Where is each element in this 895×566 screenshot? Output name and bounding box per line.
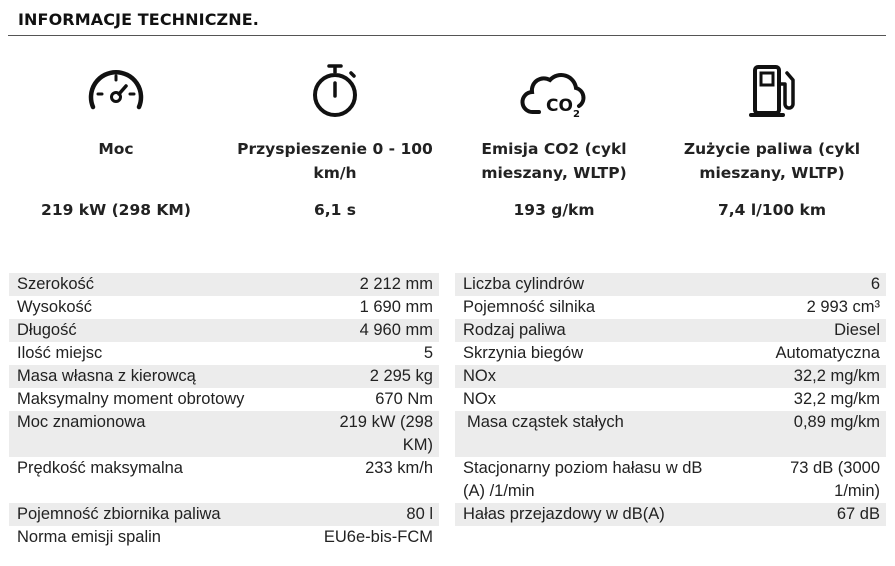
spec-value: 4 960 mm xyxy=(359,321,433,339)
table-row xyxy=(455,319,886,342)
stopwatch-icon xyxy=(300,60,370,120)
stat-co2-label: Emisja CO2 (cykl mieszany, WLTP) xyxy=(481,140,627,182)
spec-label: Stacjonarny poziom hałasu w dB (A) /1/min xyxy=(463,459,703,500)
spec-value: 1 690 mm xyxy=(359,298,433,316)
table-row xyxy=(9,365,439,388)
spec-label: Masa własna z kierowcą xyxy=(17,367,196,385)
spec-table-left xyxy=(9,273,439,549)
spec-value: 2 212 mm xyxy=(359,275,433,293)
table-row xyxy=(455,296,886,319)
spec-value: 6 xyxy=(870,275,880,293)
table-row xyxy=(455,457,886,503)
svg-text:2: 2 xyxy=(573,109,580,120)
spec-value: 2 295 kg xyxy=(369,367,433,385)
stat-fuel-label: Zużycie paliwa (cykl mieszany, WLTP) xyxy=(683,140,861,182)
table-row xyxy=(455,411,886,457)
spec-label: Rodzaj paliwa xyxy=(463,321,566,339)
spec-value: 73 dB (3000 1/min) xyxy=(790,459,880,500)
spec-label: Maksymalny moment obrotowy xyxy=(17,390,245,408)
spec-label: Ilość miejsc xyxy=(17,344,103,362)
stat-fuel-value: 7,4 l/100 km xyxy=(717,201,827,219)
table-row xyxy=(9,503,439,526)
table-row xyxy=(455,342,886,365)
spec-label: Hałas przejazdowy w dB(A) xyxy=(463,505,665,523)
fuel-pump-icon xyxy=(737,60,807,120)
spec-value: EU6e-bis-FCM xyxy=(323,528,433,546)
stat-fuel xyxy=(667,60,877,219)
spec-label: Norma emisji spalin xyxy=(17,528,161,546)
speedometer-icon xyxy=(81,60,151,120)
spec-label: Szerokość xyxy=(17,275,95,293)
spec-value: 0,89 mg/km xyxy=(793,413,880,431)
svg-text:CO: CO xyxy=(546,96,573,116)
spec-label: Wysokość xyxy=(17,298,93,316)
table-row xyxy=(9,296,439,319)
spec-label: Liczba cylindrów xyxy=(463,275,585,293)
spec-label: Długość xyxy=(17,321,77,339)
section-title: INFORMACJE TECHNICZNE. xyxy=(18,10,259,29)
spec-label: Masa cząstek stałych xyxy=(467,413,624,431)
spec-value: 233 km/h xyxy=(365,459,433,477)
spec-table-right xyxy=(455,273,886,526)
spec-label: Skrzynia biegów xyxy=(463,344,584,362)
table-row xyxy=(9,526,439,549)
stat-power-value: 219 kW (298 KM) xyxy=(41,201,191,219)
table-row xyxy=(9,411,439,457)
table-row xyxy=(9,342,439,365)
spec-label: Prędkość maksymalna xyxy=(17,459,183,477)
key-stats xyxy=(0,60,895,240)
spec-value: 32,2 mg/km xyxy=(793,390,880,408)
table-row xyxy=(455,503,886,526)
stat-acceleration-value: 6,1 s xyxy=(313,201,357,219)
table-row xyxy=(9,388,439,411)
table-row xyxy=(9,273,439,296)
table-row xyxy=(455,388,886,411)
stat-co2-value: 193 g/km xyxy=(513,201,595,219)
spec-label: NOx xyxy=(463,390,496,408)
spec-value: 5 xyxy=(423,344,433,362)
stat-power-label: Moc xyxy=(98,140,134,158)
spec-label: NOx xyxy=(463,367,496,385)
table-row xyxy=(455,365,886,388)
spec-value: 2 993 cm³ xyxy=(806,298,880,316)
table-row xyxy=(9,319,439,342)
spec-value: 32,2 mg/km xyxy=(793,367,880,385)
table-row xyxy=(9,457,439,503)
spec-value: Automatyczna xyxy=(775,344,880,362)
stat-co2 xyxy=(449,60,659,219)
spec-value: 670 Nm xyxy=(375,390,433,408)
stat-acceleration-label: Przyspieszenie 0 - 100 km/h xyxy=(237,140,433,182)
spec-value: 80 l xyxy=(406,505,433,523)
spec-value: 67 dB xyxy=(836,505,880,523)
spec-value: Diesel xyxy=(834,321,880,339)
spec-label: Pojemność silnika xyxy=(463,298,596,316)
spec-label: Moc znamionowa xyxy=(17,413,146,431)
header-divider xyxy=(8,35,886,36)
stat-power xyxy=(11,60,221,219)
spec-label: Pojemność zbiornika paliwa xyxy=(17,505,221,523)
stat-acceleration xyxy=(230,60,440,219)
table-row xyxy=(455,273,886,296)
spec-value: 219 kW (298 KM) xyxy=(339,413,433,454)
section-header xyxy=(18,10,886,29)
co2-cloud-icon xyxy=(519,60,589,120)
